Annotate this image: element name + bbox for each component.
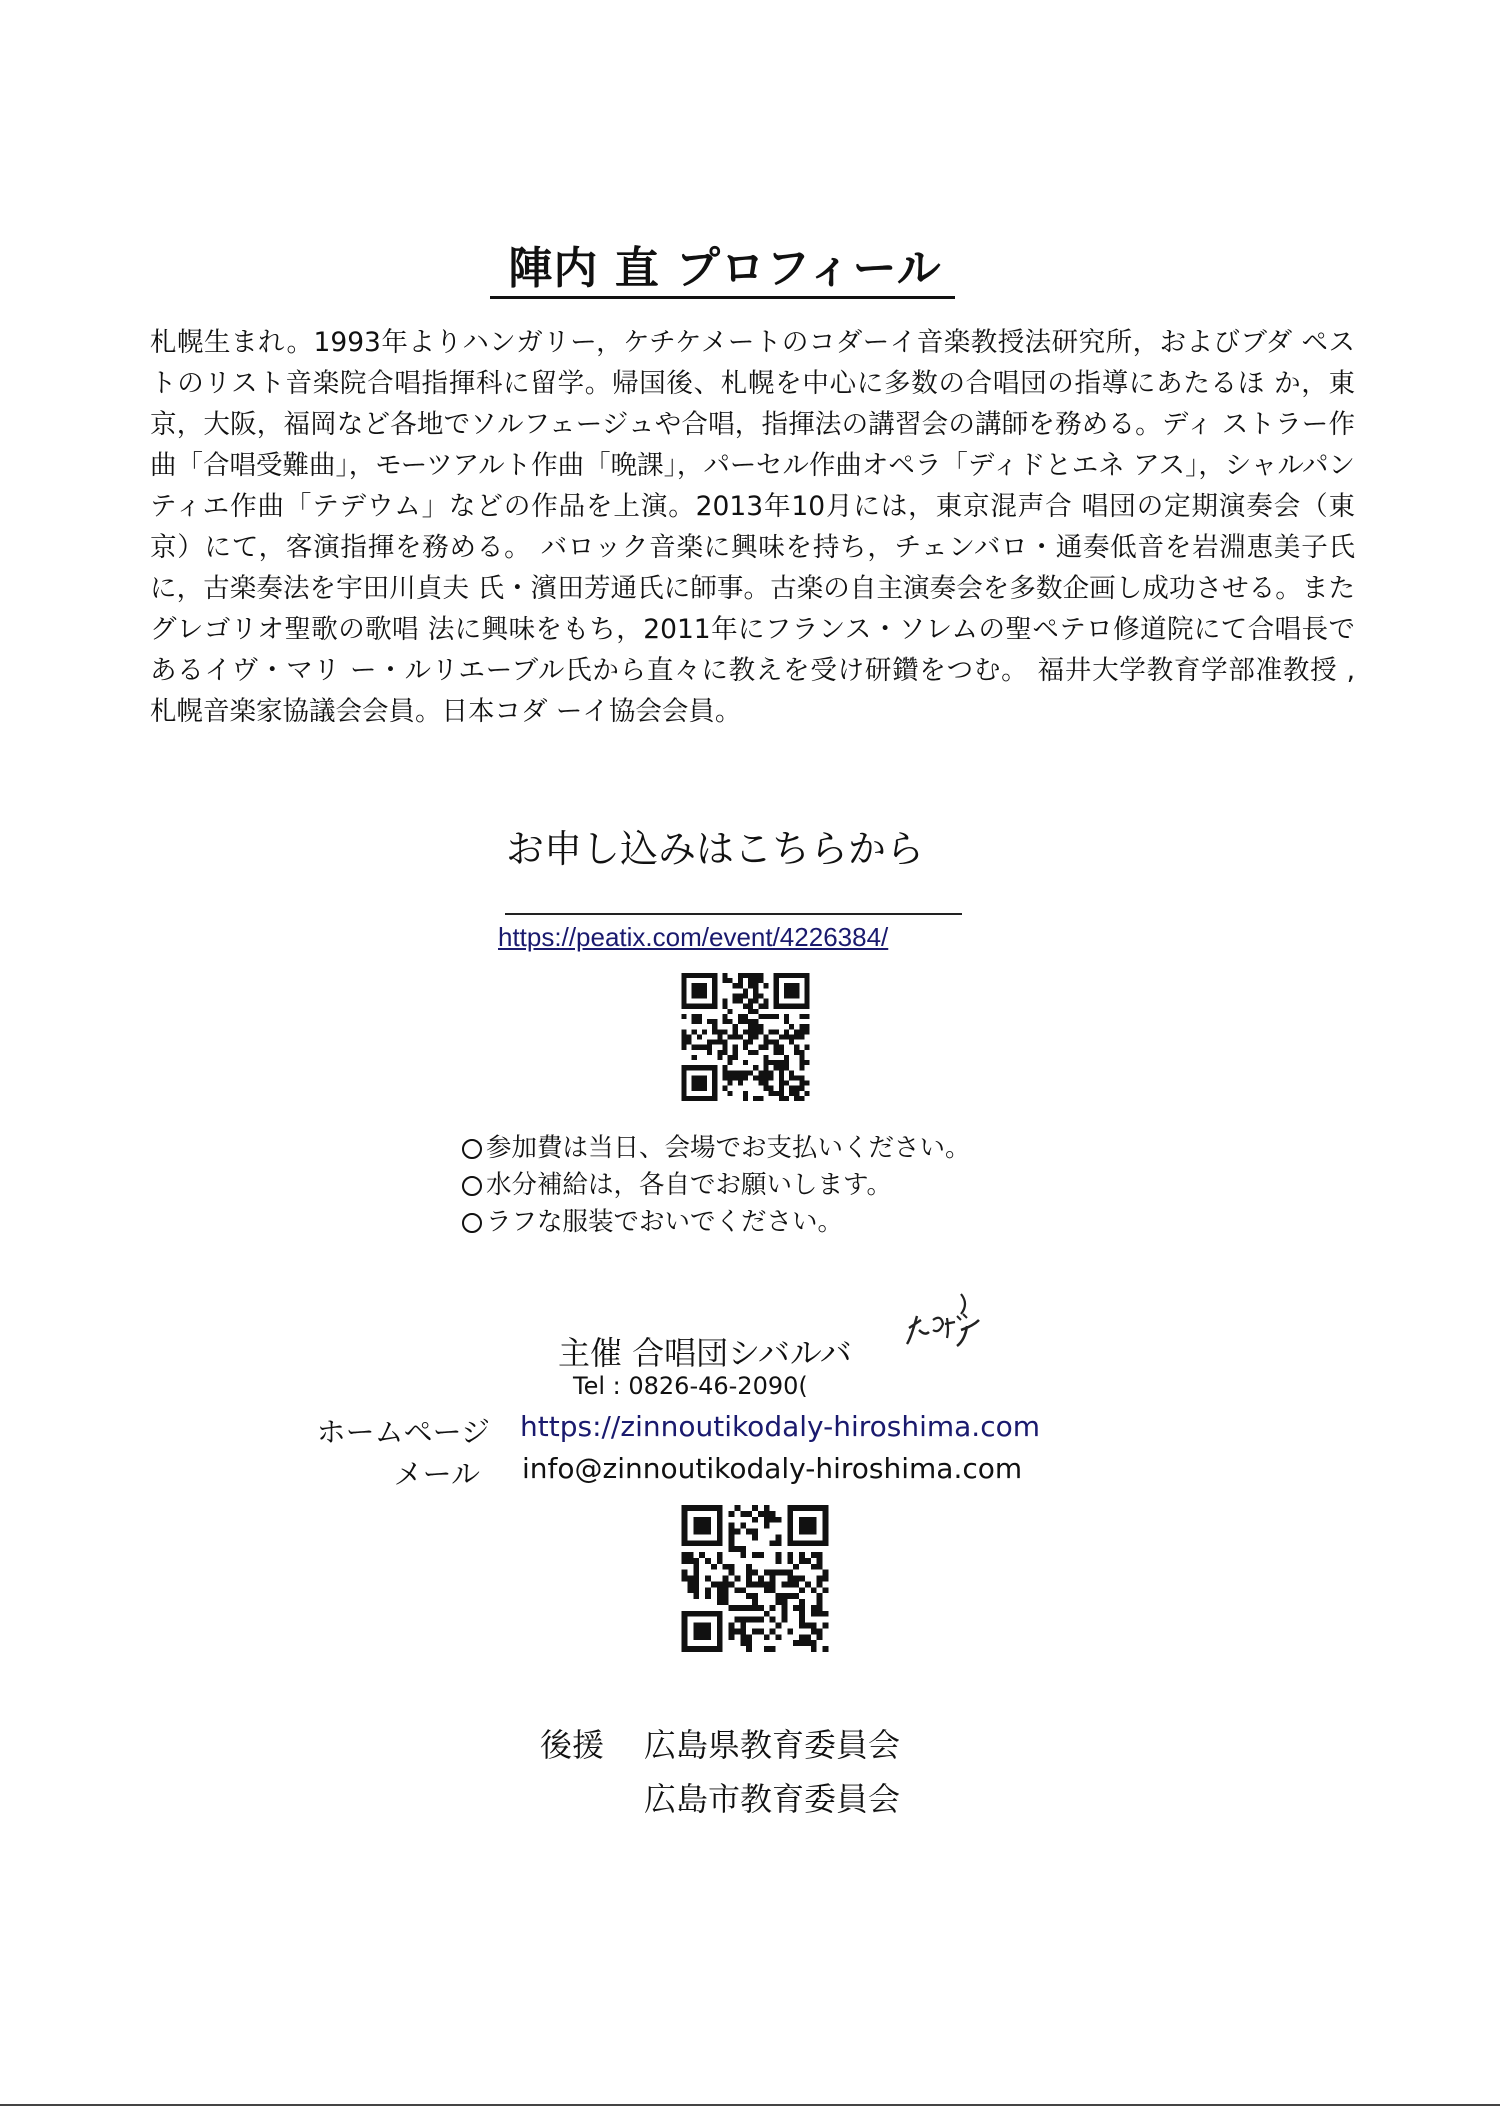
page-edge — [0, 2104, 1500, 2106]
profile-body: 札幌生まれ。1993年よりハンガリー，ケチケメートのコダーイ音楽教授法研究所，およびブダ ペストのリスト音楽院合唱指揮科に留学。帰国後、札幌を中心に多数の合唱団の指導にあたるほ か，東京，大阪，福岡など各地でソルフェージュや合唱，指揮法の講習会の講師を務める。ディ ストラー作曲「合唱受難曲」，モーツアルト作曲「晩課」，パーセル作曲オペラ「ディドとエネ アス」，シャルパンティエ作曲「テデウム」などの作品を上演。2013年10月には，東京混声合 唱団の定期演奏会（東京）にて，客演指揮を務める。 バロック音楽に興味を持ち，チェンバロ・通奏低音を岩淵恵美子氏に，古楽奏法を宇田川貞夫 氏・濱田芳通氏に師事。古楽の自主演奏会を多数企画し成功させる。またグレゴリオ聖歌の歌唱 法に興味をもち，2011年にフランス・ソレムの聖ペテロ修道院にて合唱長であるイヴ・マリ ー・ルリエーブル氏から直々に教えを受け研鑽をつむ。 福井大学教育学部准教授 , 札幌音楽家協議会会員。日本コダ ーイ協会会員。 — [150, 327, 1364, 727]
support-org: 広島県教育委員会 — [644, 1726, 901, 1764]
circle-bullet-icon — [462, 1139, 482, 1159]
circle-bullet-icon — [462, 1176, 482, 1196]
qr-code-apply — [679, 973, 812, 1101]
profile-title: 陣内 直 プロフィール — [508, 243, 942, 294]
note-item — [462, 1204, 971, 1241]
homepage-label: ホームページ — [316, 1415, 490, 1449]
apply-divider — [505, 913, 962, 915]
support-label: 後援 — [540, 1726, 605, 1764]
mail-link[interactable]: info@zinnoutikodaly-hiroshima.com — [522, 1452, 1023, 1485]
qr-code-homepage — [679, 1505, 831, 1652]
note-text: 水分補給は，各自でお願いします。 — [486, 1170, 892, 1200]
note-item — [462, 1130, 971, 1167]
host-organizer: 主催 合唱団シバルバ — [558, 1334, 852, 1372]
circle-bullet-icon — [462, 1213, 482, 1233]
homepage-link[interactable]: https://zinnoutikodaly-hiroshima.com — [520, 1410, 1041, 1443]
telephone: Tel : 0826-46-2090( — [573, 1372, 808, 1400]
mail-label: メール — [393, 1457, 480, 1491]
handwritten-annotation — [903, 1290, 983, 1350]
note-text: ラフな服装でおいでください。 — [486, 1207, 844, 1237]
apply-heading: お申し込みはこちらから — [505, 827, 924, 871]
note-text: 参加費は当日、会場でお支払いください。 — [486, 1133, 971, 1163]
title-underline — [490, 296, 955, 299]
apply-link[interactable]: https://peatix.com/event/4226384/ — [498, 922, 889, 952]
support-org: 広島市教育委員会 — [644, 1780, 901, 1818]
notes-list — [462, 1130, 971, 1241]
note-item — [462, 1167, 971, 1204]
